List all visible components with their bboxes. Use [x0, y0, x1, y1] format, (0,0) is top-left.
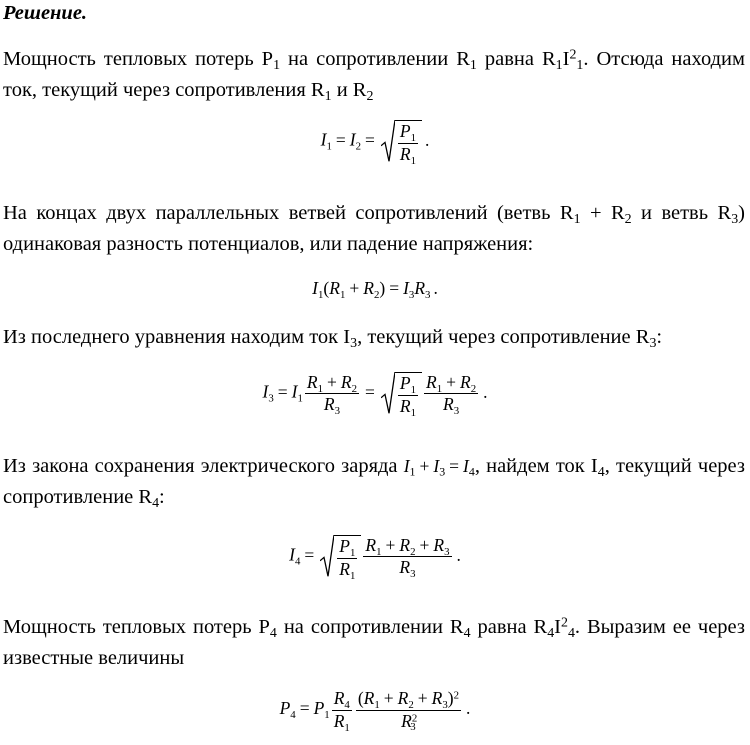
paragraph-5: Мощность тепловых потерь $P_4$ на сопротивлении $R_4$ равна $R_4I^2_4$. Выразим ее через известные величины — [3, 615, 745, 669]
paragraph-1: Мощность тепловых потерь $P_1$ на сопротивлении $R_1$ равна $R_1I^2_1$. Отсюда находим ток, текущий через сопротивления $R_1$ и $R_2$ — [3, 47, 745, 105]
equation-current-i3: $I_3 = I_1$ $\frac{R_1 + R_2}{R_3}$ = $\frac{P_1}{R_1}$ $\frac{R_1 + R_2}{R_3}$ . — [262, 371, 488, 419]
paragraph-4: Из закона сохранения электрического заряда $I_1 + I_3 = I_4$, найдем ток $I_4$, текущий через сопротивление $R_4$: — [3, 455, 745, 512]
sqrt-symbol: $\frac{P_1}{R_1}$ — [381, 372, 422, 415]
equation-current-i1: $I_1 = I_2$ = $\frac{P_1}{R_1}$ . — [320, 121, 430, 167]
sqrt-symbol: $\frac{P_1}{R_1}$ — [320, 535, 361, 578]
equation-voltage: $I_1(R_1 + R_2) = I_3R_3$ . — [312, 278, 438, 301]
equation-power-p4: $P_4 = P_1$ $\frac{R_4}{R_1}$ $\frac{(R_1 + R_2 + R_3)^2}{R^2_3}$ . — [279, 688, 471, 734]
solution-heading: Решение. — [3, 2, 88, 24]
equation-current-i4: $I_4$ = $\frac{P_1}{R_1}$ $\frac{R_1 + R_2 + R_3}{R_3}$ . — [289, 534, 461, 582]
paragraph-3: Из последнего уравнения находим ток $I_3$, текущий через сопротивление $R_3$: — [3, 326, 663, 352]
paragraph-2: На концах двух параллельных ветвей сопротивлений (ветвь $R_1 + R_2$ и ветвь $R_3$) одинаковая разность потенциалов, или падение напряжения: — [3, 202, 745, 255]
sqrt-symbol: $\frac{P_1}{R_1}$ — [381, 120, 422, 163]
